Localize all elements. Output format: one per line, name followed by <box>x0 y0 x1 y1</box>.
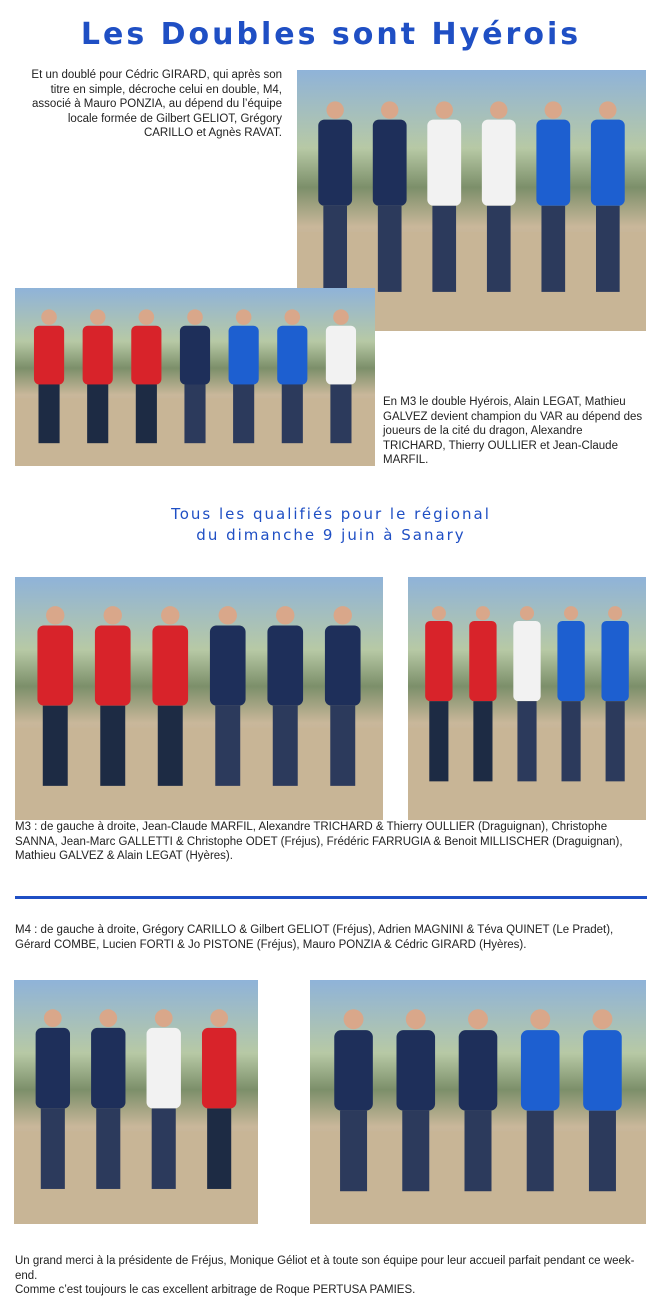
m4-caption: M4 : de gauche à droite, Grégory CARILLO & Gilbert GELIOT (Fréjus), Adrien MAGNINI & Téva QUINET (Le Pradet), Gérard COMBE, Lucien FORTI & Jo PISTONE (Fréjus), Mauro PONZIA & Cédric GIRARD (Hyères). <box>15 924 614 951</box>
person-legs <box>589 1111 616 1192</box>
person-jersey <box>591 120 625 206</box>
person-figure <box>277 309 307 443</box>
person-head <box>41 309 57 325</box>
person-figure <box>326 309 356 443</box>
person-legs <box>340 1111 367 1192</box>
person-legs <box>487 206 511 292</box>
person-head <box>476 606 490 620</box>
person-legs <box>330 706 355 786</box>
person-figure <box>202 1009 236 1189</box>
photo-m3-qualified-group-1 <box>15 577 383 820</box>
person-jersey <box>536 120 570 206</box>
person-jersey <box>152 625 188 705</box>
photo-m3-qualified-group-2 <box>408 577 646 820</box>
thanks-line-2: Comme c’est toujours le cas excellent arbitrage de Roque PERTUSA PAMIES. <box>15 1284 416 1296</box>
person-head <box>46 606 64 624</box>
photo-figures <box>15 577 383 820</box>
person-head <box>490 101 507 118</box>
person-jersey <box>482 120 516 206</box>
person-figure <box>591 101 625 292</box>
person-legs <box>184 384 205 443</box>
person-jersey <box>91 1028 125 1109</box>
person-legs <box>464 1111 491 1192</box>
person-legs <box>215 706 240 786</box>
person-jersey <box>583 1030 622 1111</box>
person-legs <box>282 384 303 443</box>
person-head <box>564 606 578 620</box>
qualified-title-line-1: Tous les qualifiés pour le régional <box>171 505 491 523</box>
person-head <box>608 606 622 620</box>
person-jersey <box>34 326 64 385</box>
person-jersey <box>373 120 407 206</box>
person-figure <box>152 606 188 786</box>
person-jersey <box>202 1028 236 1109</box>
person-legs <box>606 701 625 781</box>
person-figure <box>373 101 407 292</box>
person-head <box>326 101 343 118</box>
person-head <box>432 606 446 620</box>
person-legs <box>273 706 298 786</box>
m3-caption: M3 : de gauche à droite, Jean-Claude MARFIL, Alexandre TRICHARD & Thierry OULLIER (Draguignan), Christophe SANNA, Jean-Marc GALLETTI & Christophe ODET (Fréjus), Frédéric FARRUGIA & Benoit MILLISCHER (Draguignan), Mathieu GALVEZ & Alain LEGAT (Hyères). <box>15 821 623 862</box>
photo-figures <box>408 577 646 820</box>
person-head <box>406 1009 426 1029</box>
person-legs <box>473 701 492 781</box>
person-jersey <box>396 1030 435 1111</box>
qualified-title-line-2: du dimanche 9 juin à Sanary <box>196 526 466 544</box>
person-head <box>344 1009 364 1029</box>
person-legs <box>38 384 59 443</box>
person-jersey <box>180 326 210 385</box>
person-head <box>155 1009 173 1027</box>
person-legs <box>541 206 565 292</box>
person-legs <box>429 701 448 781</box>
person-head <box>285 309 301 325</box>
photo-doubles-m3-winners <box>15 288 375 466</box>
person-jersey <box>95 625 131 705</box>
ground <box>15 728 383 820</box>
person-figure <box>83 309 113 443</box>
person-head <box>236 309 252 325</box>
person-jersey <box>83 326 113 385</box>
person-head <box>545 101 562 118</box>
person-figure <box>325 606 361 786</box>
person-figure <box>37 606 73 786</box>
person-legs <box>596 206 620 292</box>
person-legs <box>152 1108 176 1189</box>
person-head <box>276 606 294 624</box>
person-jersey <box>37 625 73 705</box>
person-jersey <box>557 621 584 701</box>
person-head <box>436 101 453 118</box>
person-legs <box>41 1108 65 1189</box>
person-legs <box>402 1111 429 1192</box>
m3-paragraph: En M3 le double Hyérois, Alain LEGAT, Mathieu GALVEZ devient champion du VAR au dépend des joueurs de la cité du dragon, Alexandre TRICHARD, Thierry OULLIER et Jean-Claude MARFIL. <box>383 396 643 466</box>
person-legs <box>100 706 125 786</box>
person-legs <box>330 384 351 443</box>
person-jersey <box>427 120 461 206</box>
person-head <box>334 606 352 624</box>
person-head <box>99 1009 117 1027</box>
person-jersey <box>601 621 628 701</box>
person-head <box>333 309 349 325</box>
thanks-line-1: Un grand merci à la présidente de Fréjus, Monique Géliot et à toute son équipe pour leur accueil parfait pendant ce week-end. <box>15 1255 635 1282</box>
person-head <box>468 1009 488 1029</box>
person-jersey <box>277 326 307 385</box>
qualified-section-title <box>0 504 662 546</box>
person-legs <box>562 701 581 781</box>
person-jersey <box>267 625 303 705</box>
photo-m4-qualified-group-1 <box>14 980 258 1224</box>
person-jersey <box>469 621 496 701</box>
person-head <box>219 606 237 624</box>
thanks-paragraph <box>15 1254 647 1298</box>
person-head <box>187 309 203 325</box>
person-legs <box>323 206 347 292</box>
person-head <box>139 309 155 325</box>
person-legs <box>87 384 108 443</box>
person-jersey <box>334 1030 373 1111</box>
person-jersey <box>147 1028 181 1109</box>
person-legs <box>158 706 183 786</box>
person-head <box>104 606 122 624</box>
intro-paragraph: Et un doublé pour Cédric GIRARD, qui après son titre en simple, décroche celui en double, M4, associé à Mauro PONZIA, au dépend du l’équipe locale formée de Gilbert GELIOT, Grégory CARILLO et Agnès RAVAT. <box>31 69 282 139</box>
person-figure <box>210 606 246 786</box>
person-jersey <box>326 326 356 385</box>
person-legs <box>233 384 254 443</box>
person-legs <box>517 701 536 781</box>
person-legs <box>378 206 402 292</box>
person-jersey <box>318 120 352 206</box>
page-title: Les Doubles sont Hyérois <box>80 17 582 52</box>
person-figure <box>334 1009 373 1191</box>
person-figure <box>482 101 516 292</box>
person-figure <box>521 1009 560 1191</box>
person-head <box>161 606 179 624</box>
person-jersey <box>210 625 246 705</box>
person-jersey <box>36 1028 70 1109</box>
person-jersey <box>513 621 540 701</box>
person-figure <box>147 1009 181 1189</box>
photo-figures <box>14 980 258 1224</box>
person-figure <box>427 101 461 292</box>
person-legs <box>527 1111 554 1192</box>
person-legs <box>207 1108 231 1189</box>
photo-figures <box>15 288 375 466</box>
person-jersey <box>229 326 259 385</box>
person-figure <box>536 101 570 292</box>
person-jersey <box>425 621 452 701</box>
person-head <box>381 101 398 118</box>
person-legs <box>432 206 456 292</box>
person-head <box>90 309 106 325</box>
person-head <box>210 1009 228 1027</box>
person-jersey <box>131 326 161 385</box>
person-legs <box>43 706 68 786</box>
person-head <box>520 606 534 620</box>
photo-figures <box>310 980 646 1224</box>
section-divider <box>15 896 647 899</box>
person-head <box>592 1009 612 1029</box>
person-legs <box>136 384 157 443</box>
person-head <box>599 101 616 118</box>
person-legs <box>96 1108 120 1189</box>
person-jersey <box>459 1030 498 1111</box>
person-jersey <box>325 625 361 705</box>
person-head <box>44 1009 62 1027</box>
photo-m4-qualified-group-2 <box>310 980 646 1224</box>
person-head <box>530 1009 550 1029</box>
person-figure <box>91 1009 125 1189</box>
person-jersey <box>521 1030 560 1111</box>
